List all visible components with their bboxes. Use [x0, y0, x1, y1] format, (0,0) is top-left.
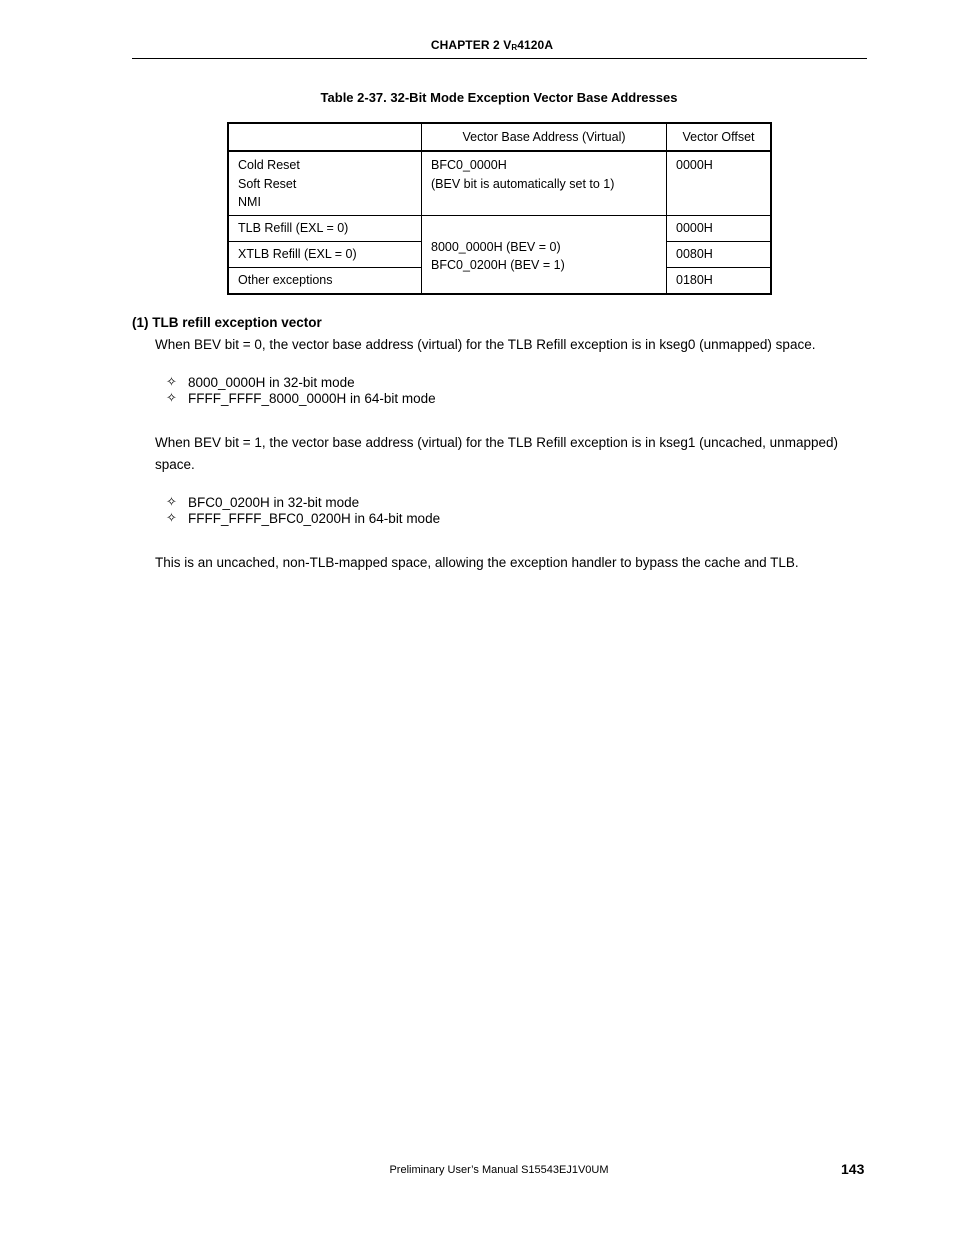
- header-rule: [132, 58, 867, 59]
- table-row: [228, 151, 771, 215]
- exception-cell: TLB Refill (EXL = 0): [228, 215, 422, 241]
- chapter-header: [0, 38, 954, 52]
- offset-cell: 0000H: [667, 151, 772, 215]
- paragraph-uncached: This is an uncached, non-TLB-mapped space, allowing the exception handler to bypass the cache and TLB.: [155, 555, 799, 570]
- exception-cell: Other exceptions: [228, 267, 422, 294]
- list-item: [166, 375, 436, 391]
- address-value: 8000_0000H (BEV = 0): [431, 239, 561, 254]
- list-item-text: FFFF_FFFF_8000_0000H in 64-bit mode: [188, 391, 436, 406]
- table-caption: Table 2-37. 32-Bit Mode Exception Vector Base Addresses: [320, 90, 678, 105]
- offset-cell: 0000H: [667, 215, 772, 241]
- address-note: (BEV bit is automatically set to 1): [431, 176, 615, 191]
- offset-cell: 0180H: [667, 267, 772, 294]
- list-item-text: FFFF_FFFF_BFC0_0200H in 64-bit mode: [188, 511, 441, 526]
- address-cell: [422, 151, 667, 215]
- table-header-cell: [228, 123, 422, 151]
- exception-cell: [228, 151, 422, 215]
- chapter-label: CHAPTER 2 V: [430, 38, 512, 52]
- vector-table: [227, 122, 772, 295]
- list-item: [166, 495, 440, 511]
- paragraph-bev1: When BEV bit = 1, the vector base address (virtual) for the TLB Refill exception is in kseg1 (uncached, unmapped) space.: [155, 435, 838, 472]
- table-header-cell: Vector Base Address (Virtual): [422, 123, 667, 151]
- section-heading: (1) TLB refill exception vector: [132, 315, 322, 330]
- bullet-list-bev0: [166, 375, 436, 407]
- sparkle-bullet-icon: ✧: [166, 495, 177, 510]
- list-item-text: 8000_0000H in 32-bit mode: [188, 375, 355, 390]
- address-cell: [422, 215, 667, 294]
- list-item: [166, 511, 440, 527]
- sparkle-bullet-icon: ✧: [166, 391, 177, 406]
- bullet-list-bev1: [166, 495, 440, 527]
- exception-cell: XTLB Refill (EXL = 0): [228, 241, 422, 267]
- page-number: 143: [841, 1161, 865, 1177]
- list-item: [166, 391, 436, 407]
- list-item-text: BFC0_0200H in 32-bit mode: [188, 495, 360, 510]
- footer-manual-title: Preliminary User’s Manual S15543EJ1V0UM: [389, 1164, 609, 1176]
- table-header-cell: Vector Offset: [667, 123, 772, 151]
- chapter-product: 4120A: [517, 38, 554, 52]
- table-row: [228, 215, 771, 241]
- exception-label: Cold Reset: [238, 158, 300, 172]
- exception-label: Soft Reset: [238, 176, 297, 191]
- exception-label: NMI: [238, 195, 261, 209]
- address-value: BFC0_0000H: [431, 158, 507, 172]
- address-value: BFC0_0200H (BEV = 1): [431, 258, 565, 272]
- table-header-row: [228, 123, 771, 151]
- chapter-subscript: R: [511, 43, 518, 52]
- sparkle-bullet-icon: ✧: [166, 511, 177, 526]
- paragraph-bev0: When BEV bit = 0, the vector base address (virtual) for the TLB Refill exception is in kseg0 (unmapped) space.: [155, 337, 816, 352]
- offset-cell: 0080H: [667, 241, 772, 267]
- sparkle-bullet-icon: ✧: [166, 375, 177, 390]
